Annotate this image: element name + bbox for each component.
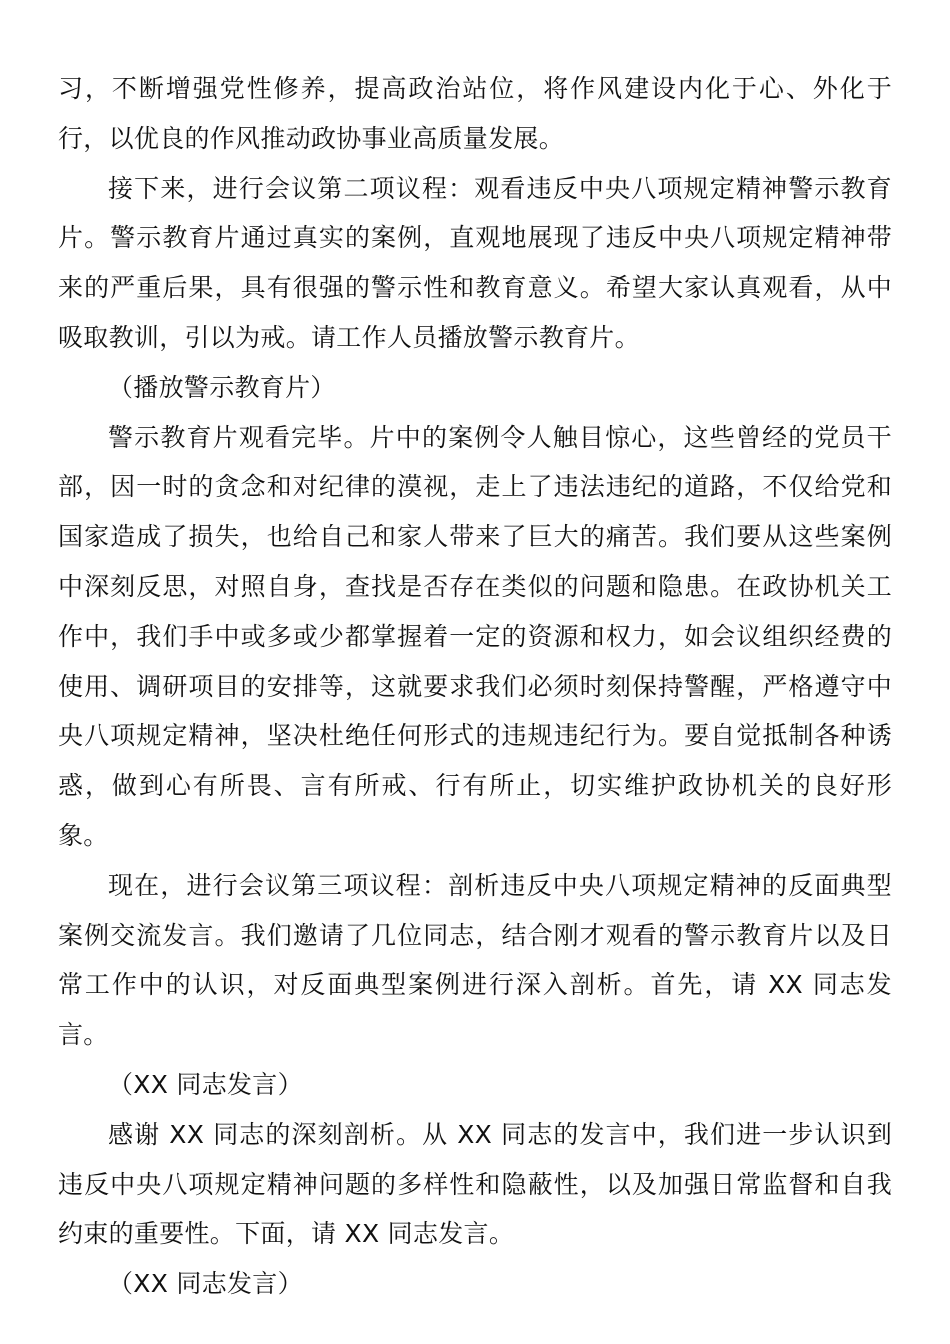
paragraph-continuation: 习，不断增强党性修养，提高政治站位，将作风建设内化于心、外化于行，以优良的作风推动政协事业高质量发展。 [58,74,892,153]
paragraph-film-reflection: 警示教育片观看完毕。片中的案例令人触目惊心，这些曾经的党员干部，因一时的贪念和对纪律的漠视，走上了违法违纪的道路，不仅给党和国家造成了损失，也给自己和家人带来了巨大的痛苦。我们要从这些案例中深刻反思，对照自身，查找是否存在类似的问题和隐患。在政协机关工作中，我们手中或多或少都掌握着一定的资源和权力，如会议组织经费的使用、调研项目的安排等，这就要求我们必须时刻保持警醒，严格遵守中央八项规定精神，坚决杜绝任何形式的违规违纪行为。要自觉抵制各种诱惑，做到心有所畏、言有所戒、行有所止，切实维护政协机关的良好形象。 [58,422,892,850]
document-body [58,64,892,1309]
paragraph-thanks: 感谢 XX 同志的深刻剖析。从 XX 同志的发言中，我们进一步认识到违反中央八项规定精神问题的多样性和隐蔽性，以及加强日常监督和自我约束的重要性。下面，请 XX 同志发言。 [58,1119,892,1249]
stage-direction-speech-1: （XX 同志发言） [108,1069,303,1099]
paragraph-agenda-three: 现在，进行会议第三项议程：剖析违反中央八项规定精神的反面典型案例交流发言。我们邀请了几位同志，结合刚才观看的警示教育片以及日常工作中的认识，对反面典型案例进行深入剖析。首先，请 XX 同志发言。 [58,870,892,1050]
paragraph-agenda-two: 接下来，进行会议第二项议程：观看违反中央八项规定精神警示教育片。警示教育片通过真实的案例，直观地展现了违反中央八项规定精神带来的严重后果，具有很强的警示性和教育意义。希望大家认真观看，从中吸取教训，引以为戒。请工作人员播放警示教育片。 [58,173,892,352]
stage-direction-play-film: （播放警示教育片） [108,372,336,402]
stage-direction-speech-2: （XX 同志发言） [108,1269,303,1299]
